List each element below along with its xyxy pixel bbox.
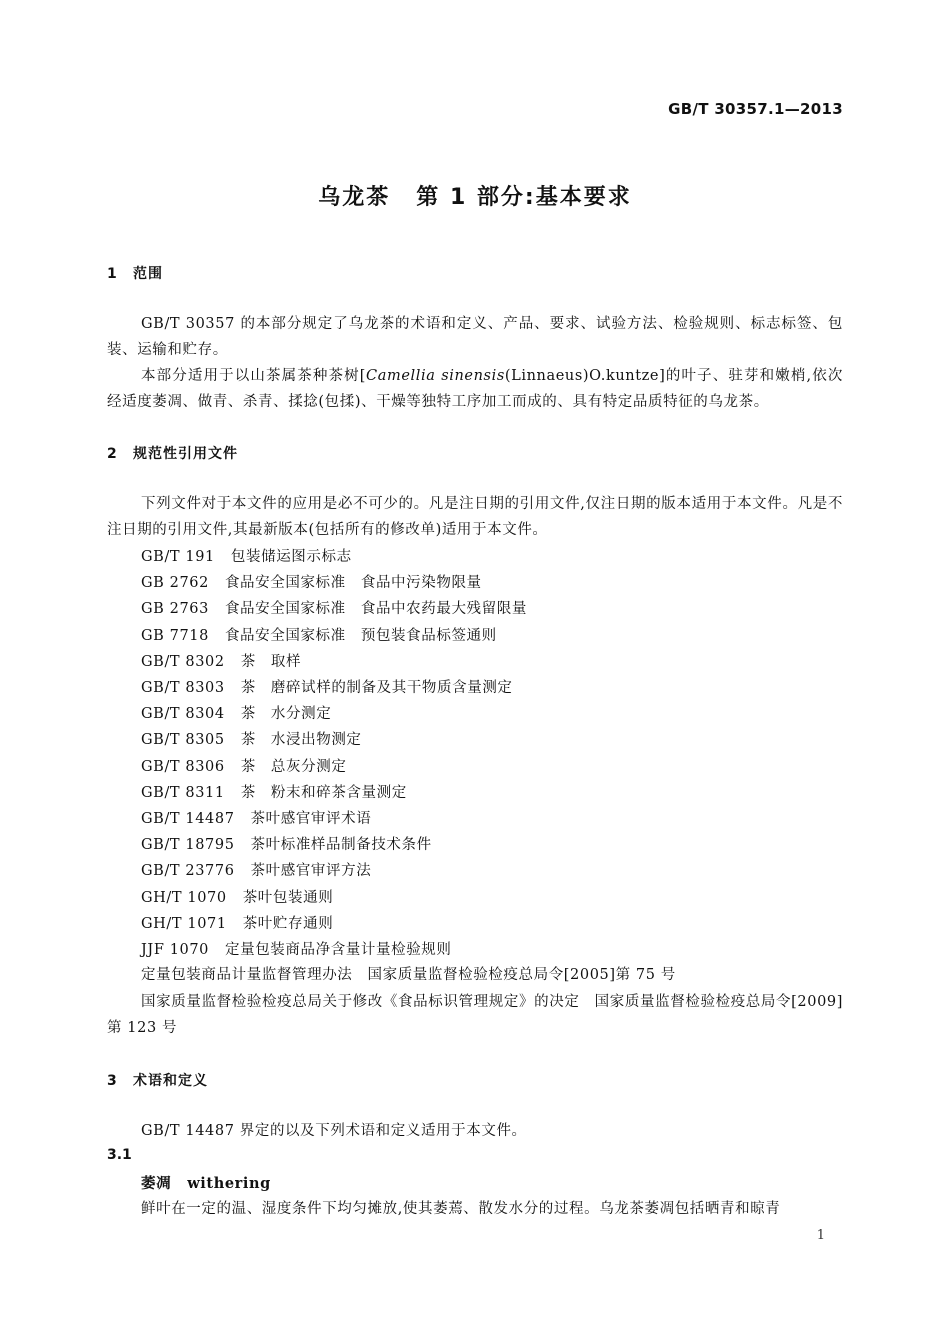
reference-item	[141, 886, 333, 907]
reference-title: 茶 取样	[240, 653, 302, 670]
reference-title: 茶 磨碎试样的制备及其干物质含量测定	[240, 680, 513, 696]
reference-title: 定量包装商品净含量计量检验规则	[225, 942, 452, 958]
reference-title: 茶 粉末和碎茶含量测定	[240, 784, 407, 801]
term-number: 3.1	[107, 1147, 132, 1163]
title-part2: 第 1 部分:基本要求	[416, 185, 632, 210]
reference-title: 茶 总灰分测定	[240, 758, 347, 775]
reference-item	[141, 807, 371, 828]
document-title	[0, 180, 950, 211]
reference-title: 茶叶贮存通则	[242, 915, 334, 932]
scope-p2-text-rest: (Linnaeus)O.kuntze]的叶子、驻芽和嫩梢,依次经适度萎凋、做青、杀青、揉捻(包揉)、干燥等独特工序加工而成的、具有特定品质特征的乌龙茶。	[107, 368, 843, 410]
reference-item	[141, 545, 352, 566]
reference-code: GB/T 8305	[141, 732, 225, 749]
standard-code: GB/T 30357.1—2013	[668, 100, 843, 118]
reference-item	[141, 702, 331, 723]
reference-title: 食品安全国家标准 食品中污染物限量	[224, 575, 482, 592]
reference-title: 食品安全国家标准 预包装食品标签通则	[224, 627, 497, 644]
reference-code: GB/T 18795	[141, 837, 235, 854]
reference-measure: 定量包装商品计量监督管理办法 国家质量监督检验检疫总局令[2005]第 75 号	[141, 967, 676, 983]
section-heading-references	[107, 443, 238, 463]
term-heading	[141, 1172, 271, 1193]
reference-item	[141, 833, 432, 854]
reference-item	[141, 650, 301, 671]
title-part1: 乌龙茶	[318, 185, 391, 210]
reference-title: 茶叶包装通则	[242, 889, 334, 906]
scope-paragraph-2	[107, 363, 843, 415]
scope-paragraph-1: GB/T 30357 的本部分规定了乌龙茶的术语和定义、产品、要求、试验方法、检验规则、标志标签、包装、运输和贮存。	[107, 316, 843, 358]
page-number: 1	[816, 1228, 825, 1243]
term-definition: 鲜叶在一定的温、湿度条件下均匀摊放,使其萎蔫、散发水分的过程。乌龙茶萎凋包括晒青和晾青	[141, 1201, 781, 1217]
reference-item	[141, 597, 527, 618]
section-number: 3	[107, 1073, 118, 1089]
section-heading-scope	[107, 263, 163, 283]
reference-decision: 国家质量监督检验检疫总局关于修改《食品标识管理规定》的决定 国家质量监督检验检疫总局令[2009]第 123 号	[107, 994, 843, 1036]
reference-code: GB 7718	[141, 627, 209, 644]
reference-item	[141, 755, 346, 776]
reference-code: GB 2762	[141, 575, 209, 592]
reference-code: GH/T 1070	[141, 889, 227, 906]
section-heading-terms	[107, 1070, 208, 1090]
reference-code: GB/T 191	[141, 549, 215, 565]
reference-title: 食品安全国家标准 食品中农药最大残留限量	[224, 601, 527, 618]
references-intro: 下列文件对于本文件的应用是必不可少的。凡是注日期的引用文件,仅注日期的版本适用于本文件。凡是不注日期的引用文件,其最新版本(包括所有的修改单)适用于本文件。	[107, 496, 843, 538]
reference-code: GB/T 8302	[141, 653, 225, 670]
reference-code: GB/T 8306	[141, 758, 225, 775]
reference-code: GB/T 23776	[141, 863, 235, 880]
reference-title: 茶 水浸出物测定	[240, 732, 362, 749]
scope-p2-species: Camellia sinensis	[366, 368, 505, 384]
scope-p2-text: 本部分适用于以山茶属茶种茶树[	[141, 368, 367, 384]
section-number: 2	[107, 446, 118, 462]
reference-item	[141, 676, 513, 697]
reference-item	[141, 912, 333, 933]
reference-item	[141, 728, 362, 749]
reference-code: GB 2763	[141, 601, 209, 618]
reference-code: GB/T 14487	[141, 811, 235, 827]
reference-code: JJF 1070	[141, 942, 209, 958]
section-title: 范围	[133, 266, 163, 282]
terms-intro: GB/T 14487 界定的以及下列术语和定义适用于本文件。	[141, 1123, 527, 1139]
reference-title: 茶叶感官审评术语	[250, 811, 372, 827]
term-chinese: 萎凋	[141, 1175, 172, 1192]
reference-title: 茶叶感官审评方法	[250, 863, 372, 880]
reference-item	[141, 938, 452, 959]
reference-title: 茶 水分测定	[240, 706, 332, 723]
reference-title: 包装储运图示标志	[230, 549, 352, 565]
section-title: 规范性引用文件	[133, 446, 238, 462]
reference-item	[141, 859, 371, 880]
reference-item	[141, 571, 482, 592]
section-number: 1	[107, 266, 118, 282]
term-english: withering	[187, 1175, 271, 1192]
reference-title: 茶叶标准样品制备技术条件	[250, 837, 432, 854]
reference-code: GB/T 8303	[141, 680, 225, 696]
reference-item	[141, 781, 407, 802]
reference-code: GB/T 8304	[141, 706, 225, 723]
section-title: 术语和定义	[133, 1073, 208, 1089]
reference-code: GH/T 1071	[141, 915, 227, 932]
reference-item	[141, 624, 497, 645]
reference-code: GB/T 8311	[141, 784, 225, 801]
